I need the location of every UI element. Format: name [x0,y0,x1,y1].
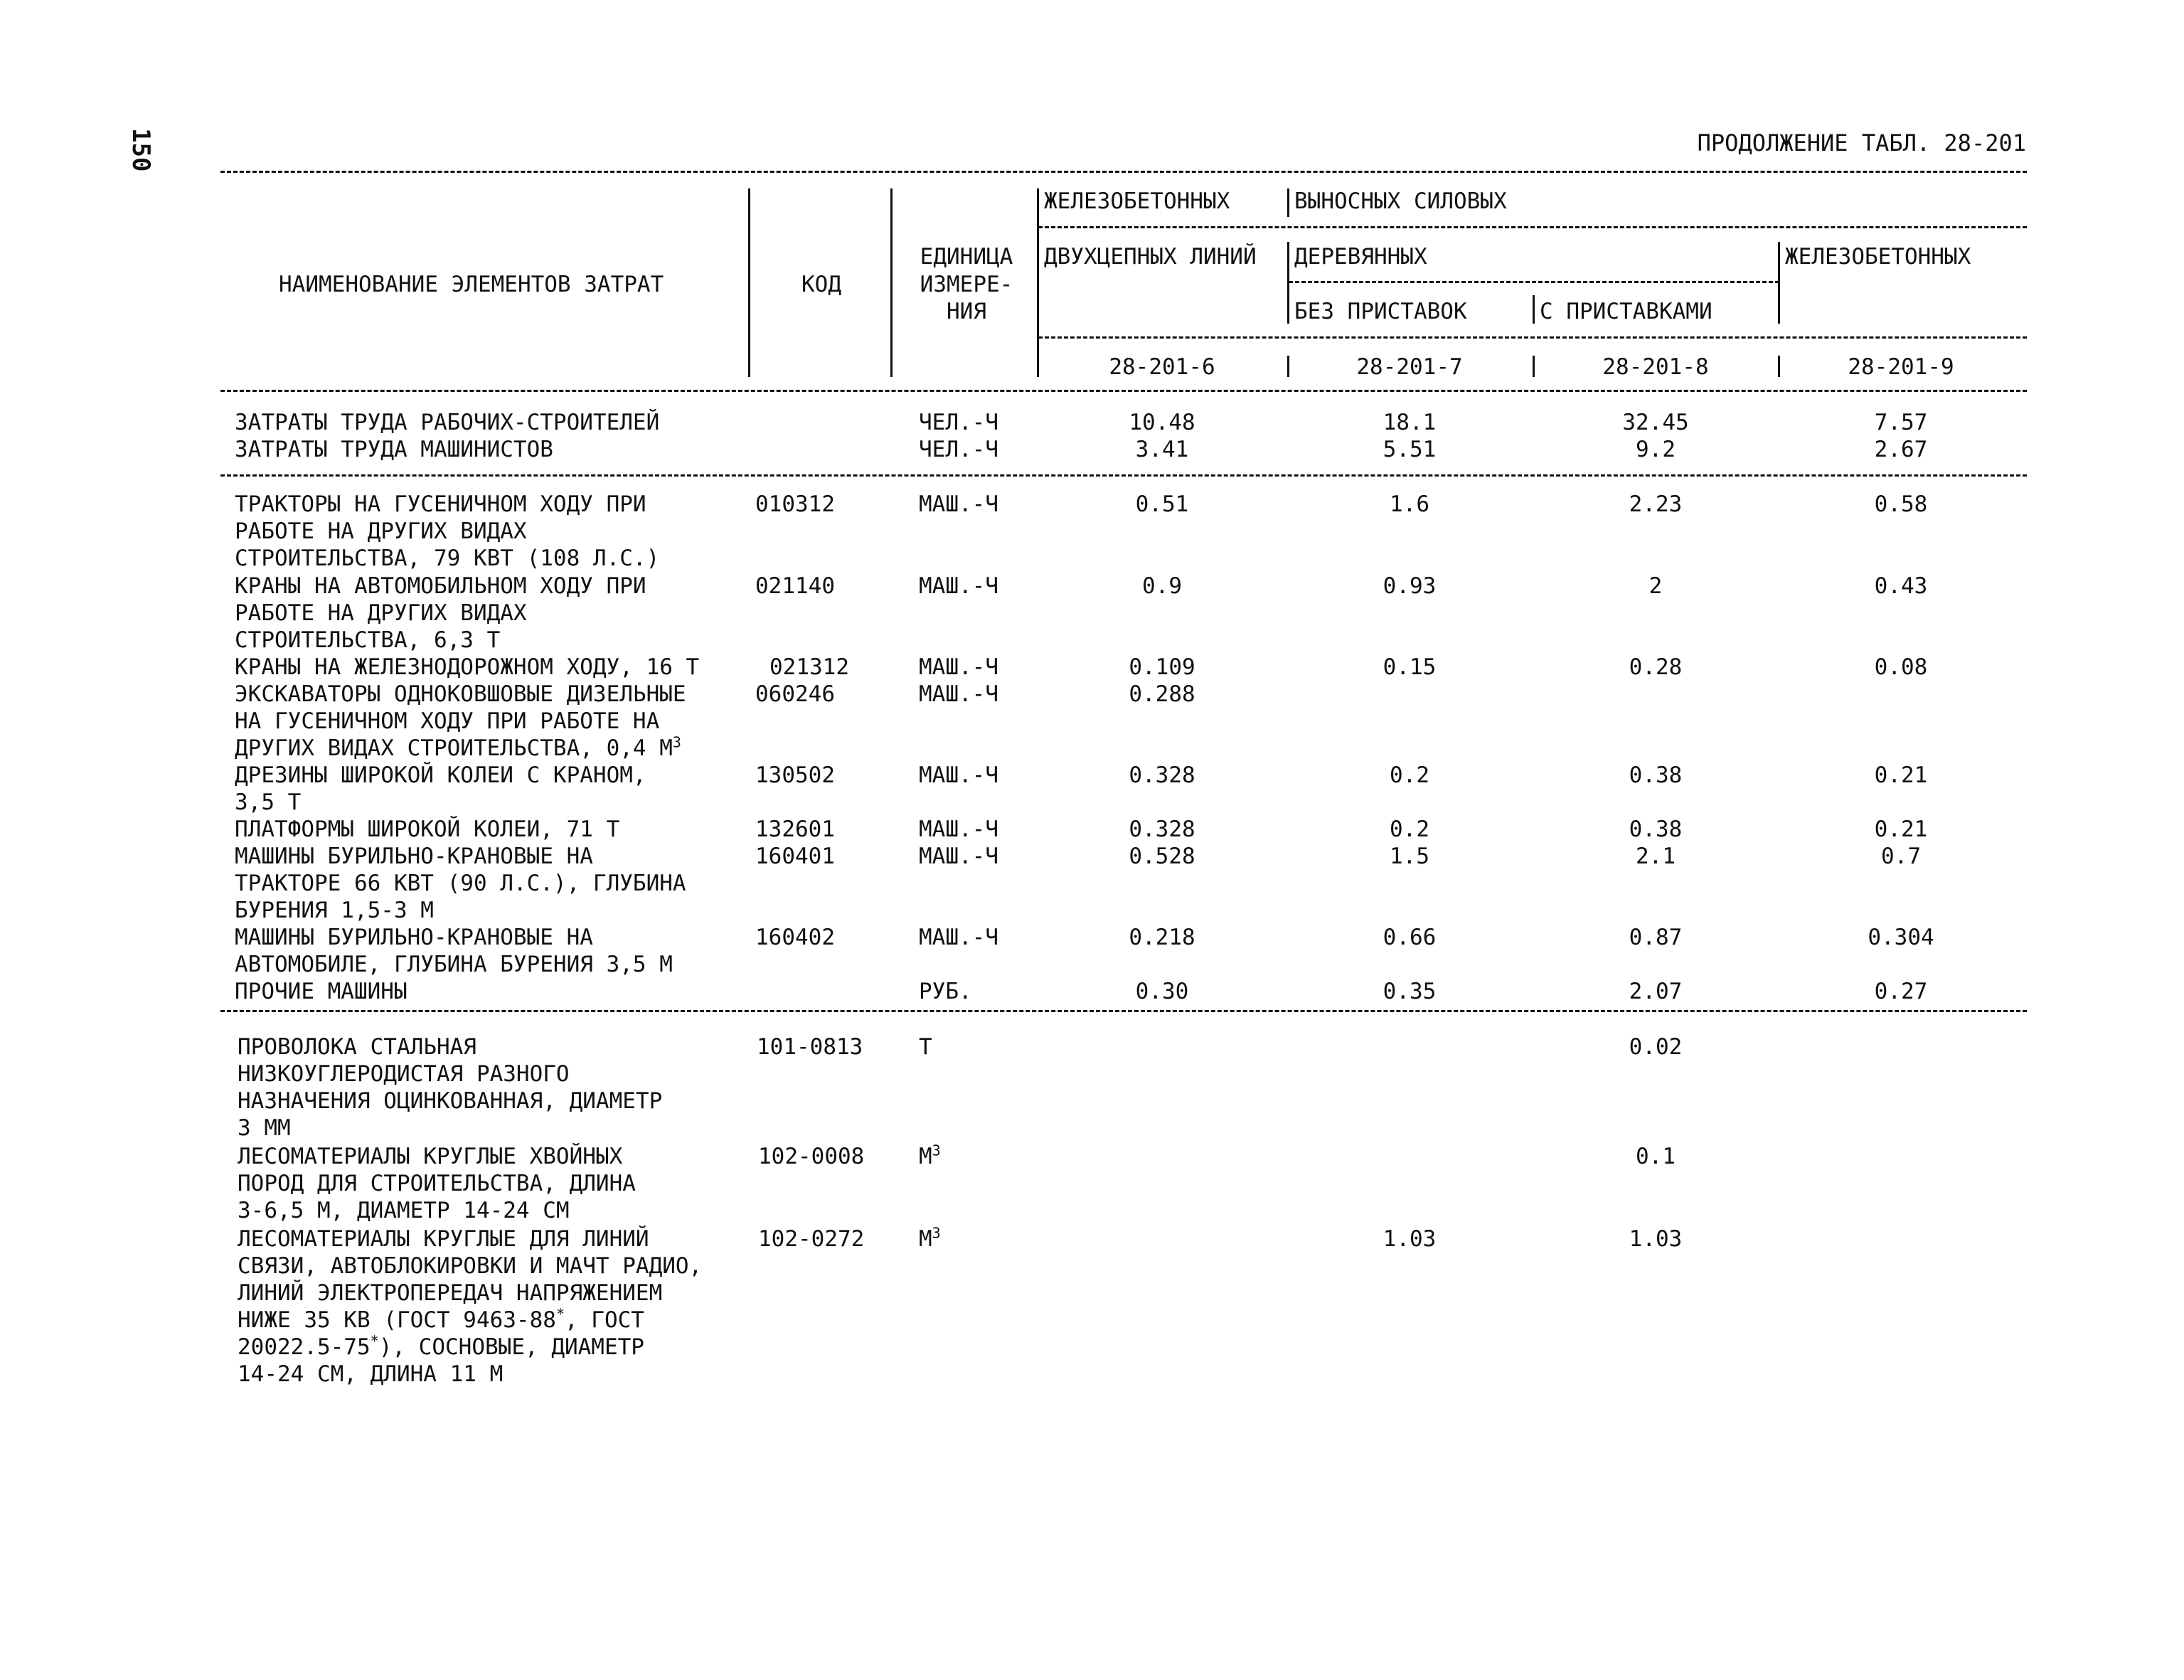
row-value-4: 0.304 [1868,925,1934,950]
row-name-line: ЛИНИЙ ЭЛЕКТРОПЕРЕДАЧ НАПРЯЖЕНИЕМ [238,1280,663,1306]
row-value-3: 0.38 [1629,817,1683,842]
row-name-line: ДРУГИХ ВИДАХ СТРОИТЕЛЬСТВА, 0,4 $М^3$ [235,733,681,761]
header-unit-3: НИЯ [947,299,986,324]
rule-top [220,171,2027,173]
row-name-line: НА ГУСЕНИЧНОМ ХОДУ ПРИ РАБОТЕ НА [235,708,660,734]
row-name-line: БУРЕНИЯ 1,5-3 М [235,898,434,923]
row-value-1: 0.51 [1135,491,1189,517]
row-name: ЗАТРАТЫ ТРУДА МАШИНИСТОВ [235,437,553,462]
row-value-3: 9.2 [1636,437,1676,462]
row-value-2: 0.2 [1390,817,1429,842]
row-value-3: 2.07 [1629,979,1683,1004]
row-name-line: СТРОИТЕЛЬСТВА, 79 КВТ (108 Л.С.) [235,546,660,571]
row-value-3: 2 [1648,573,1663,599]
row-value-2: 1.5 [1390,844,1429,869]
row-unit: МАШ.-Ч [919,491,998,517]
row-code: 102-0272 [758,1226,865,1252]
row-name-line: НАЗНАЧЕНИЯ ОЦИНКОВАННАЯ, ДИАМЕТР [238,1088,663,1114]
row-code: 010312 [755,491,835,517]
row-value-2: 0.2 [1390,762,1429,788]
superscript-star: * [370,1332,379,1350]
row-value-2: 0.35 [1383,979,1437,1004]
row-name-line: РАБОТЕ НА ДРУГИХ ВИДАХ [235,519,527,544]
row-code: 130502 [755,762,835,788]
row-value-1: 0.218 [1129,925,1195,950]
row-value-1: 0.528 [1129,844,1195,869]
row-unit: МАШ.-Ч [919,844,998,869]
rule-header-2 [1289,281,1779,283]
row-value-1: 0.9 [1142,573,1182,599]
row-name-line: КРАНЫ НА ЖЕЛЕЗНОДОРОЖНОМ ХОДУ, 16 Т [235,654,700,680]
row-name-line: ПОРОД ДЛЯ СТРОИТЕЛЬСТВА, ДЛИНА [238,1171,636,1196]
vline-1 [748,188,750,377]
header-col-1: 28-201-6 [1109,354,1215,380]
row-name-line: РАБОТЕ НА ДРУГИХ ВИДАХ [235,600,527,626]
header-concrete-2: ЖЕЛЕЗОБЕТОННЫХ [1785,244,1971,270]
row-name: ЗАТРАТЫ ТРУДА РАБОЧИХ-СТРОИТЕЛЕЙ [235,410,660,435]
header-col-2: 28-201-7 [1356,354,1463,380]
row-code: 101-0813 [757,1034,863,1060]
vline-5 [1287,242,1289,324]
header-no-attach: БЕЗ ПРИСТАВОК [1294,299,1467,324]
row-name-line: ЭКСКАВАТОРЫ ОДНОКОВШОВЫЕ ДИЗЕЛЬНЫЕ [235,681,686,707]
row-code: 160401 [755,844,835,869]
superscript-cube: 3 [672,733,681,751]
vline-4 [1287,188,1289,217]
row-code: 021312 [769,654,849,680]
header-col-3: 28-201-8 [1602,354,1709,380]
row-name-line: ЛЕСОМАТЕРИАЛЫ КРУГЛЫЕ ХВОЙНЫХ [238,1144,623,1169]
superscript-cube: 3 [932,1142,941,1159]
row-value-3: 0.1 [1636,1144,1676,1169]
row-value-2: 1.03 [1383,1226,1437,1252]
row-name-line: ДРЕЗИНЫ ШИРОКОЙ КОЛЕИ С КРАНОМ, [235,762,646,788]
row-value-4: 0.08 [1874,654,1928,680]
header-unit-2: ИЗМЕРЕ- [920,272,1013,297]
row-value-4: 0.21 [1874,762,1928,788]
row-value-4: 0.58 [1874,491,1928,517]
row-value-1: 0.109 [1129,654,1195,680]
header-with-attach: С ПРИСТАВКАМИ [1540,299,1712,324]
vline-2 [890,188,893,377]
row-name-line: 20022.5-75*), СОСНОВЫЕ, ДИАМЕТР [238,1332,644,1360]
row-name-line: 14-24 СМ, ДЛИНА 11 М [238,1361,504,1387]
row-value-4: 0.43 [1874,573,1928,599]
row-name-line: НИЖЕ 35 КВ (ГОСТ 9463-88*, ГОСТ [238,1305,644,1333]
table-title: ПРОДОЛЖЕНИЕ ТАБЛ. 28-201 [1697,129,2026,156]
row-value-3: 0.87 [1629,925,1683,950]
row-name-line: НИЗКОУГЛЕРОДИСТАЯ РАЗНОГО [238,1061,570,1087]
row-code: 021140 [755,573,835,599]
row-value-3: 32.45 [1622,410,1689,435]
row-unit: $М^3$ [919,1224,941,1252]
row-value-3: 0.02 [1629,1034,1683,1060]
row-value-1: 3.41 [1135,437,1189,462]
row-name-line: ПЛАТФОРМЫ ШИРОКОЙ КОЛЕИ, 71 Т [235,817,620,842]
superscript-cube: 3 [932,1224,941,1242]
row-name-line: ЛЕСОМАТЕРИАЛЫ КРУГЛЫЕ ДЛЯ ЛИНИЙ [238,1226,649,1252]
row-value-2: 1.6 [1390,491,1429,517]
row-name-line: ПРОВОЛОКА СТАЛЬНАЯ [238,1034,476,1060]
row-value-2: 5.51 [1383,437,1437,462]
row-name-line: 3 ММ [238,1115,291,1141]
row-unit: $М^3$ [919,1142,941,1169]
row-unit: МАШ.-Ч [919,573,998,599]
row-value-4: 7.57 [1874,410,1928,435]
row-value-3: 0.28 [1629,654,1683,680]
header-unit-1: ЕДИНИЦА [920,244,1013,270]
header-group-remote: ВЫНОСНЫХ СИЛОВЫХ [1294,188,1507,214]
row-name-line: ТРАКТОРЕ 66 КВТ (90 Л.С.), ГЛУБИНА [235,871,686,896]
header-double-circuit: ДВУХЦЕПНЫХ ЛИНИЙ [1044,244,1257,270]
row-name-line: 3,5 Т [235,790,302,815]
row-value-2: 0.15 [1383,654,1437,680]
row-value-4: 0.27 [1874,979,1928,1004]
row-value-2: 0.66 [1383,925,1437,950]
row-value-1: 10.48 [1129,410,1195,435]
row-name-line: МАШИНЫ БУРИЛЬНО-КРАНОВЫЕ НА [235,844,593,869]
page-number: 150 [127,128,155,172]
row-code: 132601 [755,817,835,842]
rule-header-3 [1038,336,2027,339]
row-value-1: 0.328 [1129,817,1195,842]
row-unit: МАШ.-Ч [919,681,998,707]
row-unit: РУБ. [919,979,972,1004]
rule-header-1 [1038,226,2027,228]
vline-7 [1533,295,1535,324]
row-value-2: 18.1 [1383,410,1437,435]
row-name-line: МАШИНЫ БУРИЛЬНО-КРАНОВЫЕ НА [235,925,593,950]
header-col-4: 28-201-9 [1848,354,1954,380]
row-code: 102-0008 [758,1144,865,1169]
row-unit: Т [919,1034,932,1060]
row-name-line: ПРОЧИЕ МАШИНЫ [235,979,407,1004]
row-unit: МАШ.-Ч [919,925,998,950]
row-value-3: 2.1 [1636,844,1676,869]
row-value-4: 0.21 [1874,817,1928,842]
header-group-concrete: ЖЕЛЕЗОБЕТОННЫХ [1044,188,1230,214]
vline-3 [1037,188,1039,377]
row-name-line: КРАНЫ НА АВТОМОБИЛЬНОМ ХОДУ ПРИ [235,573,646,599]
row-value-2: 0.93 [1383,573,1437,599]
header-name: НАИМЕНОВАНИЕ ЭЛЕМЕНТОВ ЗАТРАТ [279,272,664,297]
header-wooden: ДЕРЕВЯННЫХ [1294,244,1427,270]
vline-9 [1778,242,1780,324]
row-value-1: 0.288 [1129,681,1195,707]
row-unit: ЧЕЛ.-Ч [919,437,998,462]
row-unit: МАШ.-Ч [919,654,998,680]
row-name-line: АВТОМОБИЛЕ, ГЛУБИНА БУРЕНИЯ 3,5 М [235,952,673,977]
header-code: КОД [801,272,841,297]
row-unit: МАШ.-Ч [919,762,998,788]
row-name-line: 3-6,5 М, ДИАМЕТР 14-24 СМ [238,1198,570,1223]
row-value-4: 2.67 [1874,437,1928,462]
row-unit: ЧЕЛ.-Ч [919,410,998,435]
row-name-line: ТРАКТОРЫ НА ГУСЕНИЧНОМ ХОДУ ПРИ [235,491,646,517]
rule-after-labor [220,474,2027,477]
row-value-1: 0.328 [1129,762,1195,788]
row-name-line: СВЯЗИ, АВТОБЛОКИРОВКИ И МАЧТ РАДИО, [238,1253,703,1279]
row-value-4: 0.7 [1881,844,1921,869]
rule-header-bottom [220,390,2027,392]
row-code: 060246 [755,681,835,707]
row-value-3: 1.03 [1629,1226,1683,1252]
row-unit: МАШ.-Ч [919,817,998,842]
row-value-1: 0.30 [1135,979,1189,1004]
row-name-line: СТРОИТЕЛЬСТВА, 6,3 Т [235,627,501,653]
row-code: 160402 [755,925,835,950]
row-value-3: 0.38 [1629,762,1683,788]
row-value-3: 2.23 [1629,491,1683,517]
rule-after-machines [220,1010,2027,1012]
superscript-star: * [555,1305,565,1323]
